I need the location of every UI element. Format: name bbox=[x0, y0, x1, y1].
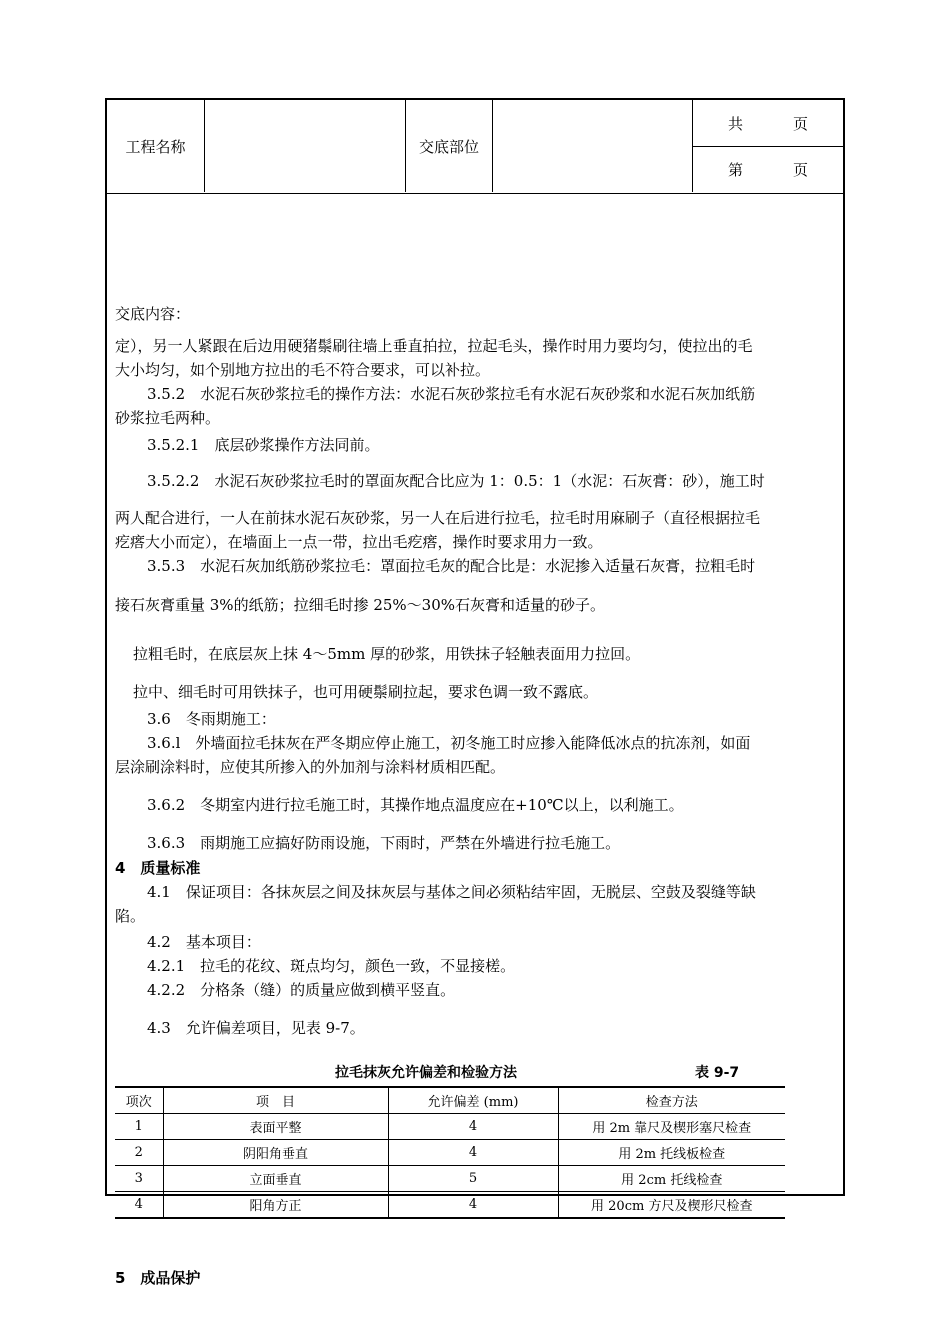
paragraph-line: 4.1 保证项目：各抹灰层之间及抹灰层与基体之间必须粘结牢固，无脱层、空鼓及裂缝等缺 bbox=[147, 883, 756, 901]
table-cell: 用 2m 托线板检查 bbox=[558, 1140, 785, 1166]
total-pages: 共 页 bbox=[693, 100, 843, 147]
table-header-cell: 项 目 bbox=[163, 1087, 388, 1114]
table-header-row bbox=[115, 1087, 785, 1114]
paragraph-line: 疙瘩大小而定），在墙面上一点一带，拉出毛疙瘩，操作时要求用力一致。 bbox=[115, 533, 603, 551]
table-cell: 4 bbox=[388, 1192, 558, 1219]
project-name-label: 工程名称 bbox=[107, 100, 205, 192]
paragraph-line: 3.6.l 外墙面拉毛抹灰在严冬期应停止施工，初冬施工时应掺入能降低冰点的抗冻剂，如面 bbox=[147, 734, 751, 752]
table-cell: 3 bbox=[134, 1171, 143, 1186]
table-cell: 阴阳角垂直 bbox=[163, 1140, 388, 1166]
table-cell: 用 2m 靠尺及楔形塞尺检查 bbox=[558, 1114, 785, 1140]
project-name-value bbox=[205, 100, 406, 192]
deviation-table bbox=[115, 1086, 785, 1219]
table-cell: 4 bbox=[388, 1114, 558, 1140]
table-cell: 4 bbox=[134, 1197, 143, 1212]
table-number: 表 9-7 bbox=[695, 1065, 740, 1081]
table-header-cell: 项次 bbox=[125, 1095, 152, 1110]
section-heading-protection: 5 成品保护 bbox=[115, 1269, 201, 1287]
paragraph-line: 3.5.2 水泥石灰砂浆拉毛的操作方法：水泥石灰砂浆拉毛有水泥石灰砂浆和水泥石灰加纸筋 bbox=[147, 385, 756, 403]
paragraph-line: 陷。 bbox=[115, 907, 146, 925]
paragraph-line: 两人配合进行，一人在前抹水泥石灰砂浆，另一人在后进行拉毛，拉毛时用麻刷子（直径根据拉毛 bbox=[115, 509, 761, 527]
intro-label: 交底内容： bbox=[115, 305, 191, 323]
section-value bbox=[493, 100, 693, 192]
table-cell: 用 20cm 方尺及楔形尺检查 bbox=[558, 1192, 785, 1219]
table-cell: 用 2cm 托线检查 bbox=[558, 1166, 785, 1192]
paragraph-line: 大小均匀，如个别地方拉出的毛不符合要求，可以补拉。 bbox=[115, 361, 491, 379]
paragraph-line: 层涂刷涂料时，应使其所掺入的外加剂与涂料材质相匹配。 bbox=[115, 758, 506, 776]
table-header-cell: 检查方法 bbox=[558, 1087, 785, 1114]
table-row bbox=[115, 1166, 785, 1192]
document-frame bbox=[105, 98, 845, 1287]
paragraph-line: 3.5.3 水泥石灰加纸筋砂浆拉毛：罩面拉毛灰的配合比是：水泥掺入适量石灰膏，拉粗毛时 bbox=[147, 557, 756, 575]
paragraph-line: 4.2 基本项目： bbox=[147, 933, 261, 951]
paragraph-line: 3.6 冬雨期施工： bbox=[147, 710, 276, 728]
paragraph-line: 3.5.2.2 水泥石灰砂浆拉毛时的罩面灰配合比应为 1：0.5：1（水泥：石灰膏：砂），施工时 bbox=[147, 472, 765, 490]
table-cell: 4 bbox=[388, 1140, 558, 1166]
section-heading-quality: 4 质量标准 bbox=[115, 859, 201, 877]
paragraph-line: 拉中、细毛时可用铁抹子，也可用硬鬃刷拉起，要求色调一致不露底。 bbox=[133, 683, 599, 701]
page-number: 第 页 bbox=[727, 160, 809, 179]
table-title: 拉毛抹灰允许偏差和检验方法 bbox=[335, 1065, 517, 1081]
paragraph-line: 3.6.3 雨期施工应搞好防雨设施，下雨时，严禁在外墙进行拉毛施工。 bbox=[147, 834, 621, 852]
table-cell: 1 bbox=[134, 1119, 143, 1134]
table-cell: 5 bbox=[388, 1166, 558, 1192]
section-label: 交底部位 bbox=[406, 100, 493, 192]
table-header-cell: 允许偏差 (mm) bbox=[388, 1087, 558, 1114]
paragraph-line: 4.3 允许偏差项目，见表 9-7。 bbox=[147, 1019, 365, 1037]
table-cell: 立面垂直 bbox=[163, 1166, 388, 1192]
table-row bbox=[115, 1192, 785, 1219]
paragraph-line: 砂浆拉毛两种。 bbox=[115, 409, 221, 427]
table-row bbox=[115, 1114, 785, 1140]
paragraph-line: 4.2.1 拉毛的花纹、斑点均匀，颜色一致，不显接槎。 bbox=[147, 957, 516, 975]
paragraph-line: 接石灰膏重量 3%的纸筋；拉细毛时掺 25%～30%石灰膏和适量的砂子。 bbox=[115, 596, 606, 614]
paragraph-line: 拉粗毛时，在底层灰上抹 4～5mm 厚的砂浆，用铁抹子轻触表面用力拉回。 bbox=[133, 645, 641, 663]
header-table bbox=[107, 100, 843, 194]
table-cell: 2 bbox=[134, 1145, 143, 1160]
paragraph-line: 3.6.2 冬期室内进行拉毛施工时，其操作地点温度应在+10℃以上，以利施工。 bbox=[147, 796, 684, 814]
table-cell: 阳角方正 bbox=[163, 1192, 388, 1219]
table-row bbox=[115, 1140, 785, 1166]
paragraph-line: 3.5.2.1 底层砂浆操作方法同前。 bbox=[147, 436, 380, 454]
paragraph-line: 4.2.2 分格条（缝）的质量应做到横平竖直。 bbox=[147, 981, 456, 999]
paragraph-line: 定），另一人紧跟在后边用硬猪鬃刷往墙上垂直拍拉，拉起毛头，操作时用力要均匀，使拉出的毛 bbox=[115, 337, 753, 355]
table-cell: 表面平整 bbox=[163, 1114, 388, 1140]
